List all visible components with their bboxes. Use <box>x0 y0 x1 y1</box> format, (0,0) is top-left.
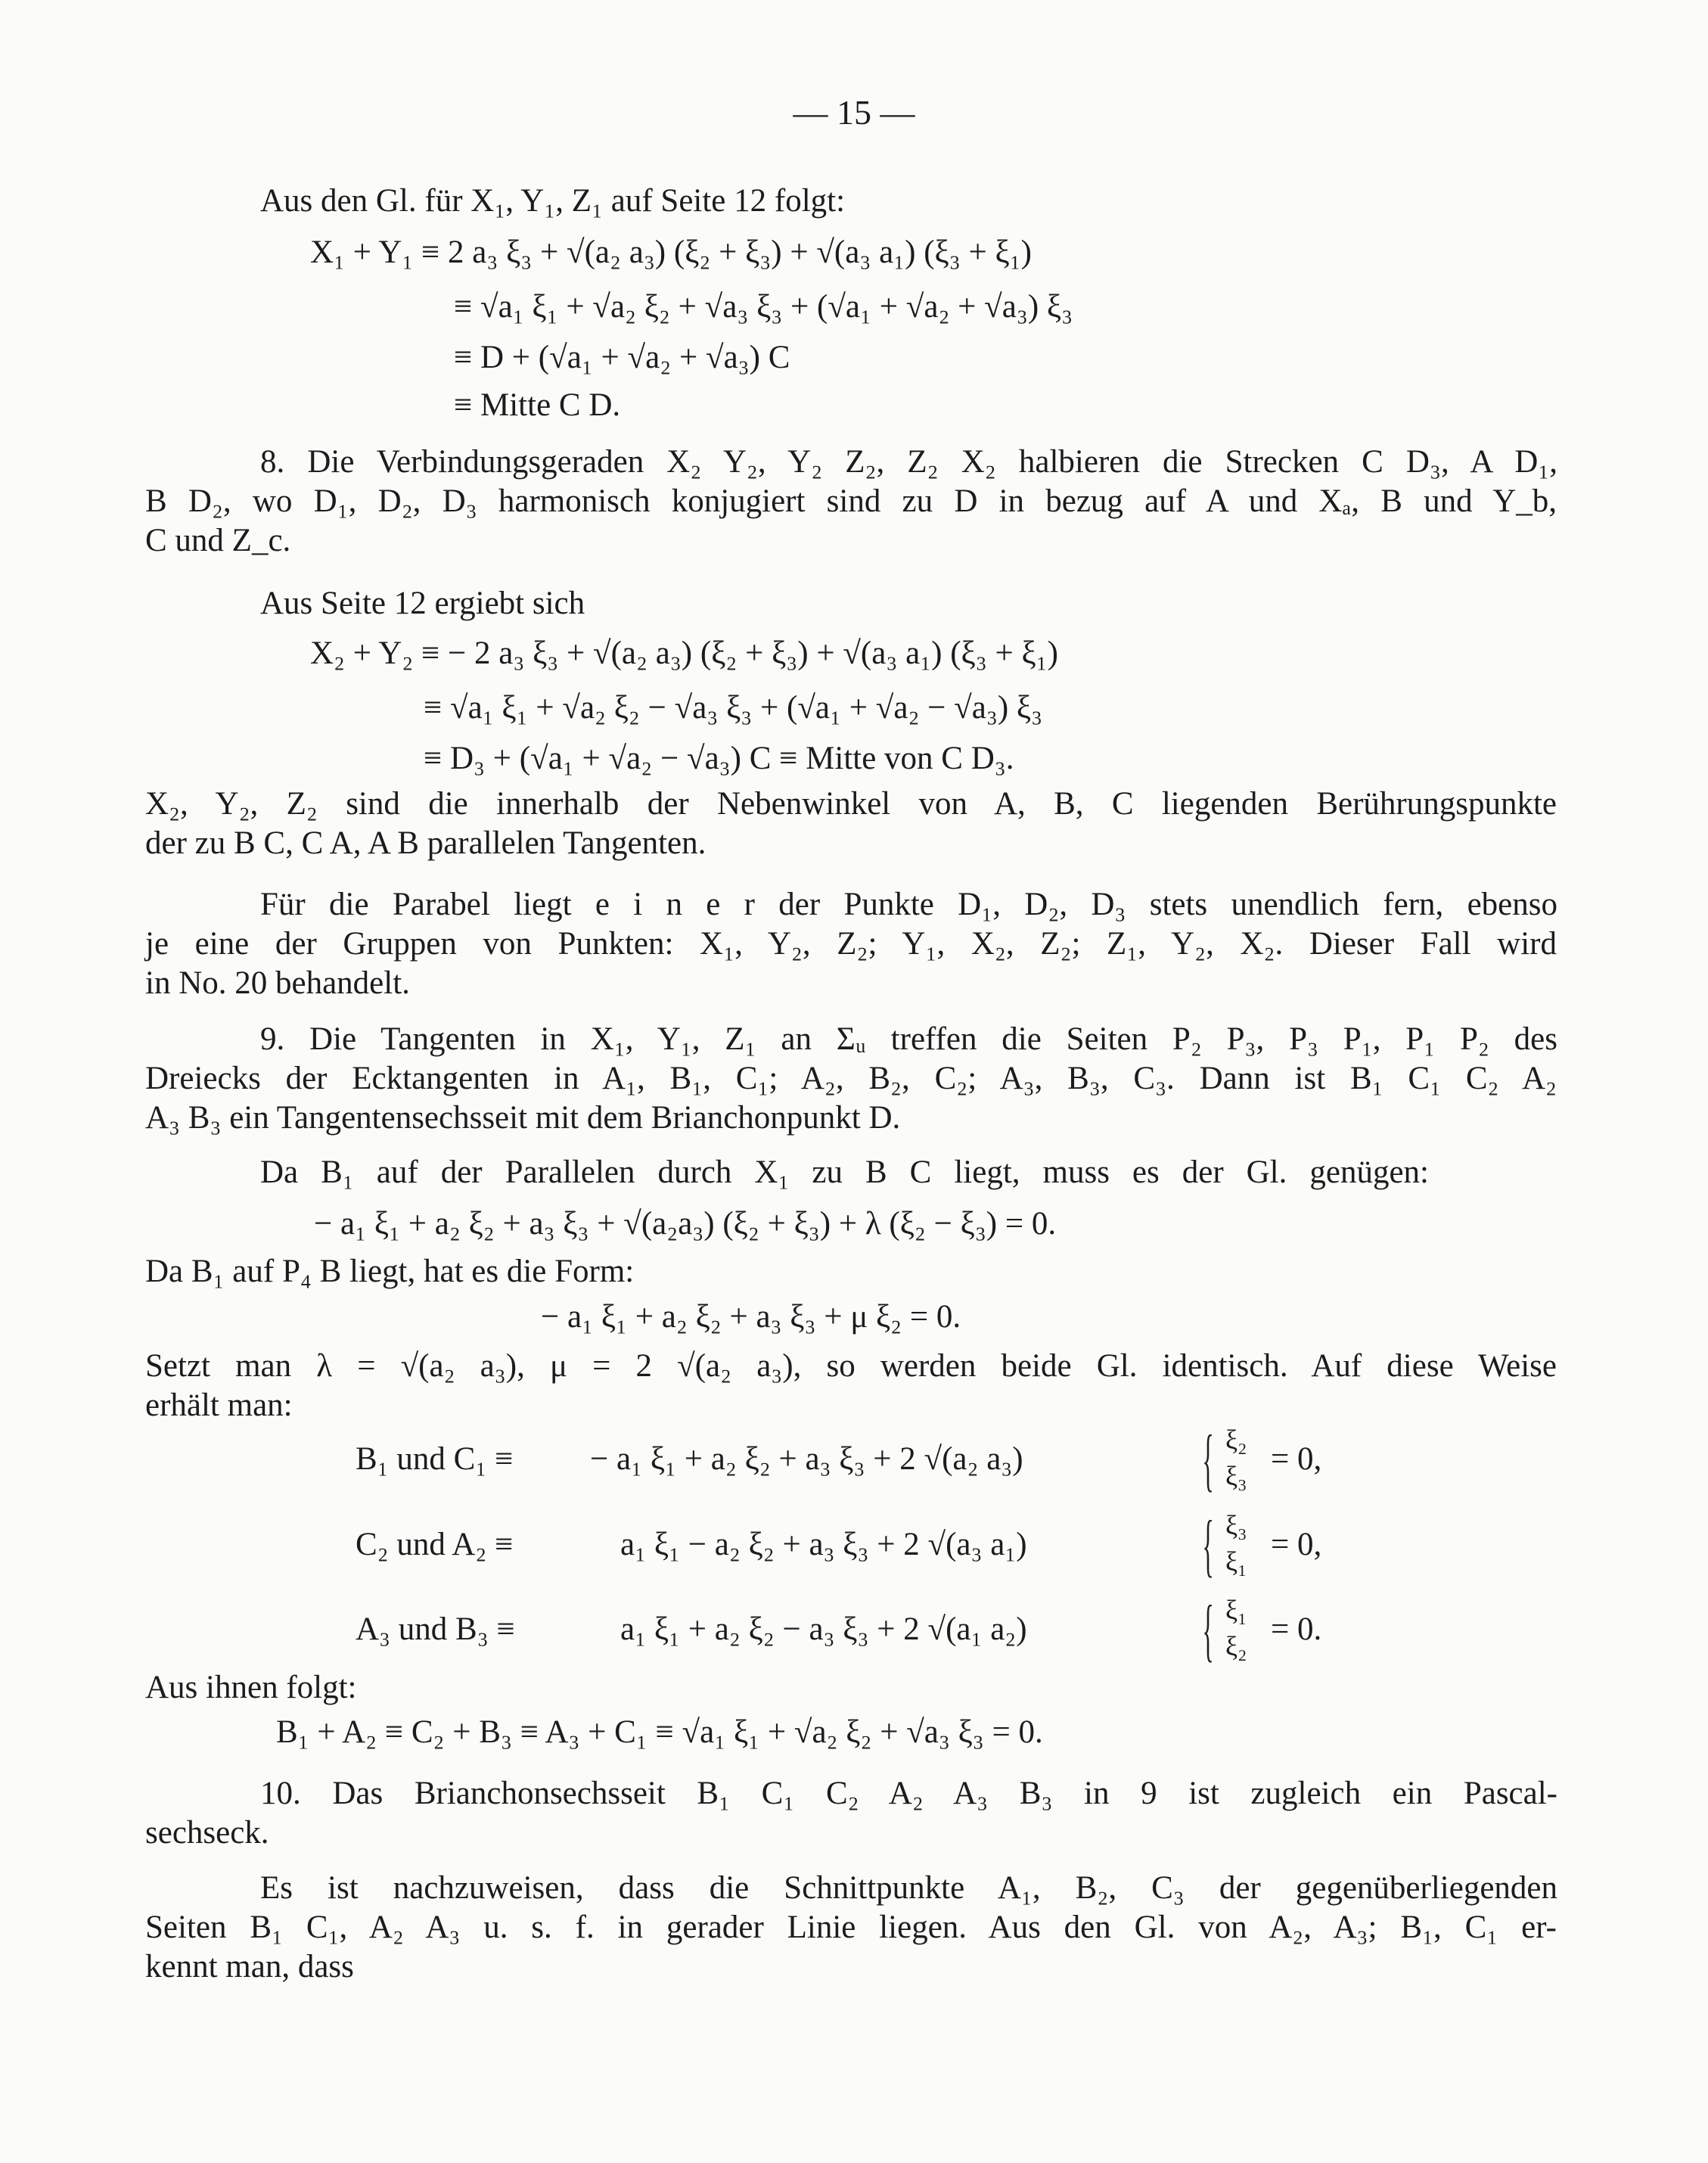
sec7-equation-1: X₁ + Y₁ ≡ 2 a₃ ξ₃ + √(a₂ a₃) (ξ₂ + ξ₃) + √(a₃ a₁) (ξ₃ + ξ₁) <box>310 235 1032 270</box>
sec8-text-1: X₂, Y₂, Z₂ sind die innerhalb der Nebenwinkel von A, B, C liegenden Berührungspunkte <box>145 786 1557 822</box>
sec8-equation-1: X₂ + Y₂ ≡ − 2 a₃ ξ₃ + √(a₂ a₃) (ξ₂ + ξ₃) + √(a₃ a₁) (ξ₃ + ξ₁) <box>310 636 1058 671</box>
page-number: — 15 — <box>793 93 915 132</box>
sec8-line-3: C und Z_c. <box>145 523 291 558</box>
sec8-equation-2: ≡ √a₁ ξ₁ + √a₂ ξ₂ − √a₃ ξ₃ + (√a₁ + √a₂ − √a₃) ξ₃ <box>424 690 1043 726</box>
row1-lhs: B₁ und C₁ ≡ <box>356 1441 514 1477</box>
row2-end: = 0, <box>1271 1527 1322 1562</box>
sec10-line-1: 10. Das Brianchonsechsseit B₁ C₁ C₂ A₂ A₃ B₃ in 9 ist zugleich ein Pascal- <box>260 1776 1557 1811</box>
row1-brace: { <box>1202 1421 1214 1498</box>
row1-stack-bottom: ξ₃ <box>1225 1461 1247 1491</box>
sec8-intro: Aus Seite 12 ergiebt sich <box>260 586 585 621</box>
row3-brace: { <box>1202 1591 1214 1668</box>
row1-end: = 0, <box>1271 1441 1322 1477</box>
sec8-line-2: B D₂, wo D₁, D₂, D₃ harmonisch konjugiert sind zu D in bezug auf A und Xₐ, B und Y_b, <box>145 483 1557 519</box>
row2-lhs: C₂ und A₂ ≡ <box>356 1527 514 1562</box>
sec8-parabel-3: in No. 20 behandelt. <box>145 965 410 1001</box>
row1-rhs: − a₁ ξ₁ + a₂ ξ₂ + a₃ ξ₃ + 2 √(a₂ a₃) <box>590 1441 1023 1477</box>
row2-stack-top: ξ₃ <box>1225 1510 1247 1540</box>
row1-stack-top: ξ₂ <box>1225 1425 1247 1455</box>
sec9-line-2: Dreiecks der Ecktangenten in A₁, B₁, C₁; A₂, B₂, C₂; A₃, B₃, C₃. Dann ist B₁ C₁ C₂ A₂ <box>145 1061 1557 1096</box>
sec10-text-3: kennt man, dass <box>145 1949 354 1984</box>
sec9-line-1: 9. Die Tangenten in X₁, Y₁, Z₁ an Σᵤ treffen die Seiten P₂ P₃, P₃ P₁, P₁ P₂ des <box>260 1021 1557 1057</box>
row3-stack-top: ξ₁ <box>1225 1595 1247 1625</box>
sec9-equation-2: − a₁ ξ₁ + a₂ ξ₂ + a₃ ξ₃ + μ ξ₂ = 0. <box>541 1299 961 1335</box>
sec7-equation-4: ≡ Mitte C D. <box>454 387 621 423</box>
row2-rhs: a₁ ξ₁ − a₂ ξ₂ + a₃ ξ₃ + 2 √(a₃ a₁) <box>620 1527 1027 1562</box>
row3-rhs: a₁ ξ₁ + a₂ ξ₂ − a₃ ξ₃ + 2 √(a₁ a₂) <box>620 1611 1027 1647</box>
sec10-text-2: Seiten B₁ C₁, A₂ A₃ u. s. f. in gerader Linie liegen. Aus den Gl. von A₂, A₃; B₁, C₁ er- <box>145 1910 1557 1945</box>
sec9-da-1: Da B₁ auf der Parallelen durch X₁ zu B C liegt, muss es der Gl. genügen: <box>260 1155 1429 1190</box>
sec9-folgt: Aus ihnen folgt: <box>145 1670 357 1705</box>
sec9-equation-1: − a₁ ξ₁ + a₂ ξ₂ + a₃ ξ₃ + √(a₂a₃) (ξ₂ + ξ₃) + λ (ξ₂ − ξ₃) = 0. <box>314 1206 1057 1242</box>
row3-end: = 0. <box>1271 1611 1322 1647</box>
row2-stack-bottom: ξ₁ <box>1225 1546 1247 1577</box>
sec9-da-2: Da B₁ auf P₄ B liegt, hat es die Form: <box>145 1254 635 1289</box>
sec8-text-2: der zu B C, C A, A B parallelen Tangenten. <box>145 825 706 861</box>
sec8-equation-3: ≡ D₃ + (√a₁ + √a₂ − √a₃) C ≡ Mitte von C D₃. <box>424 741 1014 776</box>
sec8-parabel-2: je eine der Gruppen von Punkten: X₁, Y₂, Z₂; Y₁, X₂, Z₂; Z₁, Y₂, X₂. Dieser Fall wird <box>145 926 1557 962</box>
sec9-setzt-1: Setzt man λ = √(a₂ a₃), μ = 2 √(a₂ a₃), so werden beide Gl. identisch. Auf diese Weise <box>145 1348 1557 1384</box>
sec7-intro: Aus den Gl. für X₁, Y₁, Z₁ auf Seite 12 folgt: <box>260 183 846 219</box>
sec7-equation-2: ≡ √a₁ ξ₁ + √a₂ ξ₂ + √a₃ ξ₃ + (√a₁ + √a₂ + √a₃) ξ₃ <box>454 289 1073 325</box>
sec8-parabel-1: Für die Parabel liegt e i n e r der Punkte D₁, D₂, D₃ stets unendlich fern, ebenso <box>260 887 1557 922</box>
sec7-equation-3: ≡ D + (√a₁ + √a₂ + √a₃) C <box>454 340 790 375</box>
sec9-equation-final: B₁ + A₂ ≡ C₂ + B₃ ≡ A₃ + C₁ ≡ √a₁ ξ₁ + √a₂ ξ₂ + √a₃ ξ₃ = 0. <box>276 1714 1043 1750</box>
sec10-line-2: sechseck. <box>145 1815 269 1851</box>
sec9-line-3: A₃ B₃ ein Tangentensechsseit mit dem Brianchonpunkt D. <box>145 1100 901 1136</box>
sec10-text-1: Es ist nachzuweisen, dass die Schnittpunkte A₁, B₂, C₃ der gegenüberliegenden <box>260 1870 1557 1906</box>
row3-stack-bottom: ξ₂ <box>1225 1631 1247 1661</box>
sec9-setzt-2: erhält man: <box>145 1388 293 1423</box>
row3-lhs: A₃ und B₃ ≡ <box>356 1611 515 1647</box>
sec8-line-1: 8. Die Verbindungsgeraden X₂ Y₂, Y₂ Z₂, Z₂ X₂ halbieren die Strecken C D₃, A D₁, <box>260 444 1557 480</box>
row2-brace: { <box>1202 1506 1214 1583</box>
